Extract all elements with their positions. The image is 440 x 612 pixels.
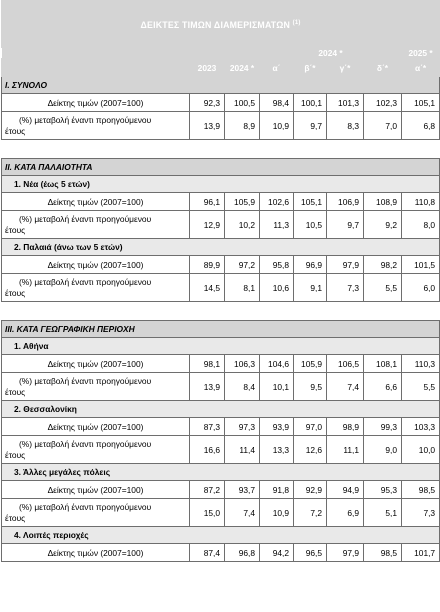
value-cell: 10,0: [402, 436, 440, 464]
value-cell: 93,7: [225, 481, 260, 499]
section-title: I. ΣΥΝΟΛΟ: [2, 77, 440, 94]
value-cell: 98,4: [260, 94, 294, 112]
value-cell: 93,9: [260, 418, 294, 436]
value-cell: 98,5: [364, 544, 402, 562]
value-cell: 7,0: [364, 112, 402, 140]
value-cell: 87,3: [190, 418, 225, 436]
change-label: [2, 112, 190, 140]
value-cell: 10,1: [260, 373, 294, 401]
value-cell: 97,3: [225, 418, 260, 436]
value-cell: 6,9: [327, 499, 364, 527]
col-header: 2024 *: [225, 59, 260, 77]
subsection-title: 4. Λοιπές περιοχές: [2, 527, 440, 544]
value-cell: 105,9: [225, 193, 260, 211]
value-cell: 7,3: [327, 274, 364, 302]
value-cell: 11,1: [327, 436, 364, 464]
index-label: Δείκτης τιμών (2007=100): [2, 355, 190, 373]
value-cell: 92,9: [294, 481, 327, 499]
value-cell: 91,8: [260, 481, 294, 499]
value-cell: 12,6: [294, 436, 327, 464]
value-cell: 11,3: [260, 211, 294, 239]
subsection-row: [2, 338, 440, 355]
index-label: Δείκτης τιμών (2007=100): [2, 193, 190, 211]
table-title-cell: [2, 1, 440, 48]
index-label: Δείκτης τιμών (2007=100): [2, 94, 190, 112]
table-title: ΔΕΙΚΤΕΣ ΤΙΜΩΝ ΔΙΑΜΕΡΙΣΜΑΤΩΝ: [140, 19, 290, 30]
value-cell: 13,3: [260, 436, 294, 464]
value-cell: 92,3: [190, 94, 225, 112]
change-label-line2: έτους: [5, 386, 26, 397]
section-row: [2, 159, 440, 176]
value-cell: 106,5: [327, 355, 364, 373]
value-cell: 12,9: [190, 211, 225, 239]
value-cell: 8,3: [327, 112, 364, 140]
subsection-title: 2. Παλαιά (άνω των 5 ετών): [2, 239, 440, 256]
value-cell: 101,7: [402, 544, 440, 562]
col-header: α΄: [260, 59, 294, 77]
header-empty: [2, 59, 190, 77]
value-cell: 16,6: [190, 436, 225, 464]
value-cell: 95,8: [260, 256, 294, 274]
value-cell: 10,6: [260, 274, 294, 302]
value-cell: 8,0: [402, 211, 440, 239]
value-cell: 105,1: [402, 94, 440, 112]
value-cell: 10,9: [260, 112, 294, 140]
value-cell: 89,9: [190, 256, 225, 274]
value-cell: 10,9: [260, 499, 294, 527]
index-row: [2, 418, 440, 436]
subsection-row: [2, 401, 440, 418]
subsection-title: 2. Θεσσαλονίκη: [2, 401, 440, 418]
value-cell: 87,4: [190, 544, 225, 562]
section-title: III. ΚΑΤΑ ΓΕΩΓΡΑΦΙΚΗ ΠΕΡΙΟΧΗ: [2, 321, 440, 338]
value-cell: 6,8: [402, 112, 440, 140]
change-row: [2, 499, 440, 527]
col-header: α΄*: [402, 59, 440, 77]
value-cell: 6,0: [402, 274, 440, 302]
subsection-row: [2, 464, 440, 481]
change-label-line2: έτους: [5, 512, 26, 523]
value-cell: 7,2: [294, 499, 327, 527]
value-cell: 87,2: [190, 481, 225, 499]
index-row: [2, 481, 440, 499]
value-cell: 13,9: [190, 112, 225, 140]
group-header-2025: 2025 *: [402, 48, 440, 59]
header-spacer: [2, 48, 260, 59]
value-cell: 106,3: [225, 355, 260, 373]
col-header: 2023: [190, 59, 225, 77]
subsection-title: 3. Άλλες μεγάλες πόλεις: [2, 464, 440, 481]
value-cell: 98,1: [190, 355, 225, 373]
value-cell: 108,1: [364, 355, 402, 373]
index-label: Δείκτης τιμών (2007=100): [2, 544, 190, 562]
value-cell: 98,5: [402, 481, 440, 499]
change-label-line1: (%) μεταβολή έναντι προηγούμενου: [19, 501, 152, 512]
table-title-note: (1): [292, 20, 301, 27]
change-row: [2, 436, 440, 464]
value-cell: 9,1: [294, 274, 327, 302]
value-cell: 105,9: [294, 355, 327, 373]
index-row: [2, 355, 440, 373]
spacer-row: [2, 302, 440, 321]
value-cell: 104,6: [260, 355, 294, 373]
index-row: [2, 193, 440, 211]
index-label: Δείκτης τιμών (2007=100): [2, 481, 190, 499]
index-label: Δείκτης τιμών (2007=100): [2, 256, 190, 274]
change-label-line1: (%) μεταβολή έναντι προηγούμενου: [19, 375, 152, 386]
value-cell: 96,1: [190, 193, 225, 211]
value-cell: 96,5: [294, 544, 327, 562]
change-label-line2: έτους: [5, 125, 26, 136]
spacer-row: [2, 140, 440, 159]
value-cell: 97,0: [294, 418, 327, 436]
value-cell: 100,5: [225, 94, 260, 112]
value-cell: 94,2: [260, 544, 294, 562]
value-cell: 10,5: [294, 211, 327, 239]
value-cell: 94,9: [327, 481, 364, 499]
value-cell: 96,8: [225, 544, 260, 562]
value-cell: 106,9: [327, 193, 364, 211]
index-row: [2, 544, 440, 562]
value-cell: 8,4: [225, 373, 260, 401]
section-row: [2, 77, 440, 94]
change-label-line1: (%) μεταβολή έναντι προηγούμενου: [19, 438, 152, 449]
section-title: II. ΚΑΤΑ ΠΑΛΑΙΟΤΗΤΑ: [2, 159, 440, 176]
value-cell: 14,5: [190, 274, 225, 302]
change-row: [2, 211, 440, 239]
value-cell: 97,9: [327, 544, 364, 562]
value-cell: 103,3: [402, 418, 440, 436]
subsection-title: 1. Αθήνα: [2, 338, 440, 355]
change-row: [2, 274, 440, 302]
value-cell: 101,3: [327, 94, 364, 112]
value-cell: 102,6: [260, 193, 294, 211]
value-cell: 98,2: [364, 256, 402, 274]
subsection-row: [2, 527, 440, 544]
change-label-line2: έτους: [5, 224, 26, 235]
value-cell: 10,2: [225, 211, 260, 239]
value-cell: 7,4: [225, 499, 260, 527]
value-cell: 95,3: [364, 481, 402, 499]
value-cell: 97,2: [225, 256, 260, 274]
price-index-table-container: [1, 0, 439, 562]
change-label-line1: (%) μεταβολή έναντι προηγούμενου: [19, 213, 152, 224]
col-header: δ΄*: [364, 59, 402, 77]
value-cell: 105,1: [294, 193, 327, 211]
col-header: γ΄*: [327, 59, 364, 77]
subsection-row: [2, 176, 440, 193]
change-label: [2, 499, 190, 527]
value-cell: 101,5: [402, 256, 440, 274]
change-label: [2, 274, 190, 302]
subsection-row: [2, 239, 440, 256]
value-cell: 7,3: [402, 499, 440, 527]
value-cell: 110,8: [402, 193, 440, 211]
value-cell: 100,1: [294, 94, 327, 112]
index-row: [2, 256, 440, 274]
spacer-cell: [2, 302, 440, 321]
value-cell: 98,9: [327, 418, 364, 436]
value-cell: 9,7: [294, 112, 327, 140]
subsection-title: 1. Νέα (έως 5 ετών): [2, 176, 440, 193]
value-cell: 8,9: [225, 112, 260, 140]
change-label-line1: (%) μεταβολή έναντι προηγούμενου: [19, 114, 152, 125]
change-row: [2, 373, 440, 401]
change-label-line2: έτους: [5, 287, 26, 298]
change-label-line1: (%) μεταβολή έναντι προηγούμενου: [19, 276, 152, 287]
value-cell: 15,0: [190, 499, 225, 527]
section-row: [2, 321, 440, 338]
change-label: [2, 211, 190, 239]
spacer-cell: [2, 140, 440, 159]
value-cell: 96,9: [294, 256, 327, 274]
value-cell: 7,4: [327, 373, 364, 401]
value-cell: 5,5: [364, 274, 402, 302]
value-cell: 9,0: [364, 436, 402, 464]
value-cell: 5,1: [364, 499, 402, 527]
change-label: [2, 373, 190, 401]
value-cell: 97,9: [327, 256, 364, 274]
value-cell: 13,9: [190, 373, 225, 401]
value-cell: 110,3: [402, 355, 440, 373]
change-label-line2: έτους: [5, 449, 26, 460]
value-cell: 9,5: [294, 373, 327, 401]
value-cell: 9,2: [364, 211, 402, 239]
change-label: [2, 436, 190, 464]
col-header: β΄*: [294, 59, 327, 77]
value-cell: 102,3: [364, 94, 402, 112]
change-row: [2, 112, 440, 140]
value-cell: 99,3: [364, 418, 402, 436]
index-label: Δείκτης τιμών (2007=100): [2, 418, 190, 436]
value-cell: 9,7: [327, 211, 364, 239]
value-cell: 108,9: [364, 193, 402, 211]
value-cell: 6,6: [364, 373, 402, 401]
value-cell: 11,4: [225, 436, 260, 464]
value-cell: 5,5: [402, 373, 440, 401]
table-body: [2, 77, 440, 562]
index-row: [2, 94, 440, 112]
value-cell: 8,1: [225, 274, 260, 302]
group-header-2024: 2024 *: [260, 48, 402, 59]
table-header: [2, 1, 440, 77]
price-index-table: [1, 0, 440, 562]
